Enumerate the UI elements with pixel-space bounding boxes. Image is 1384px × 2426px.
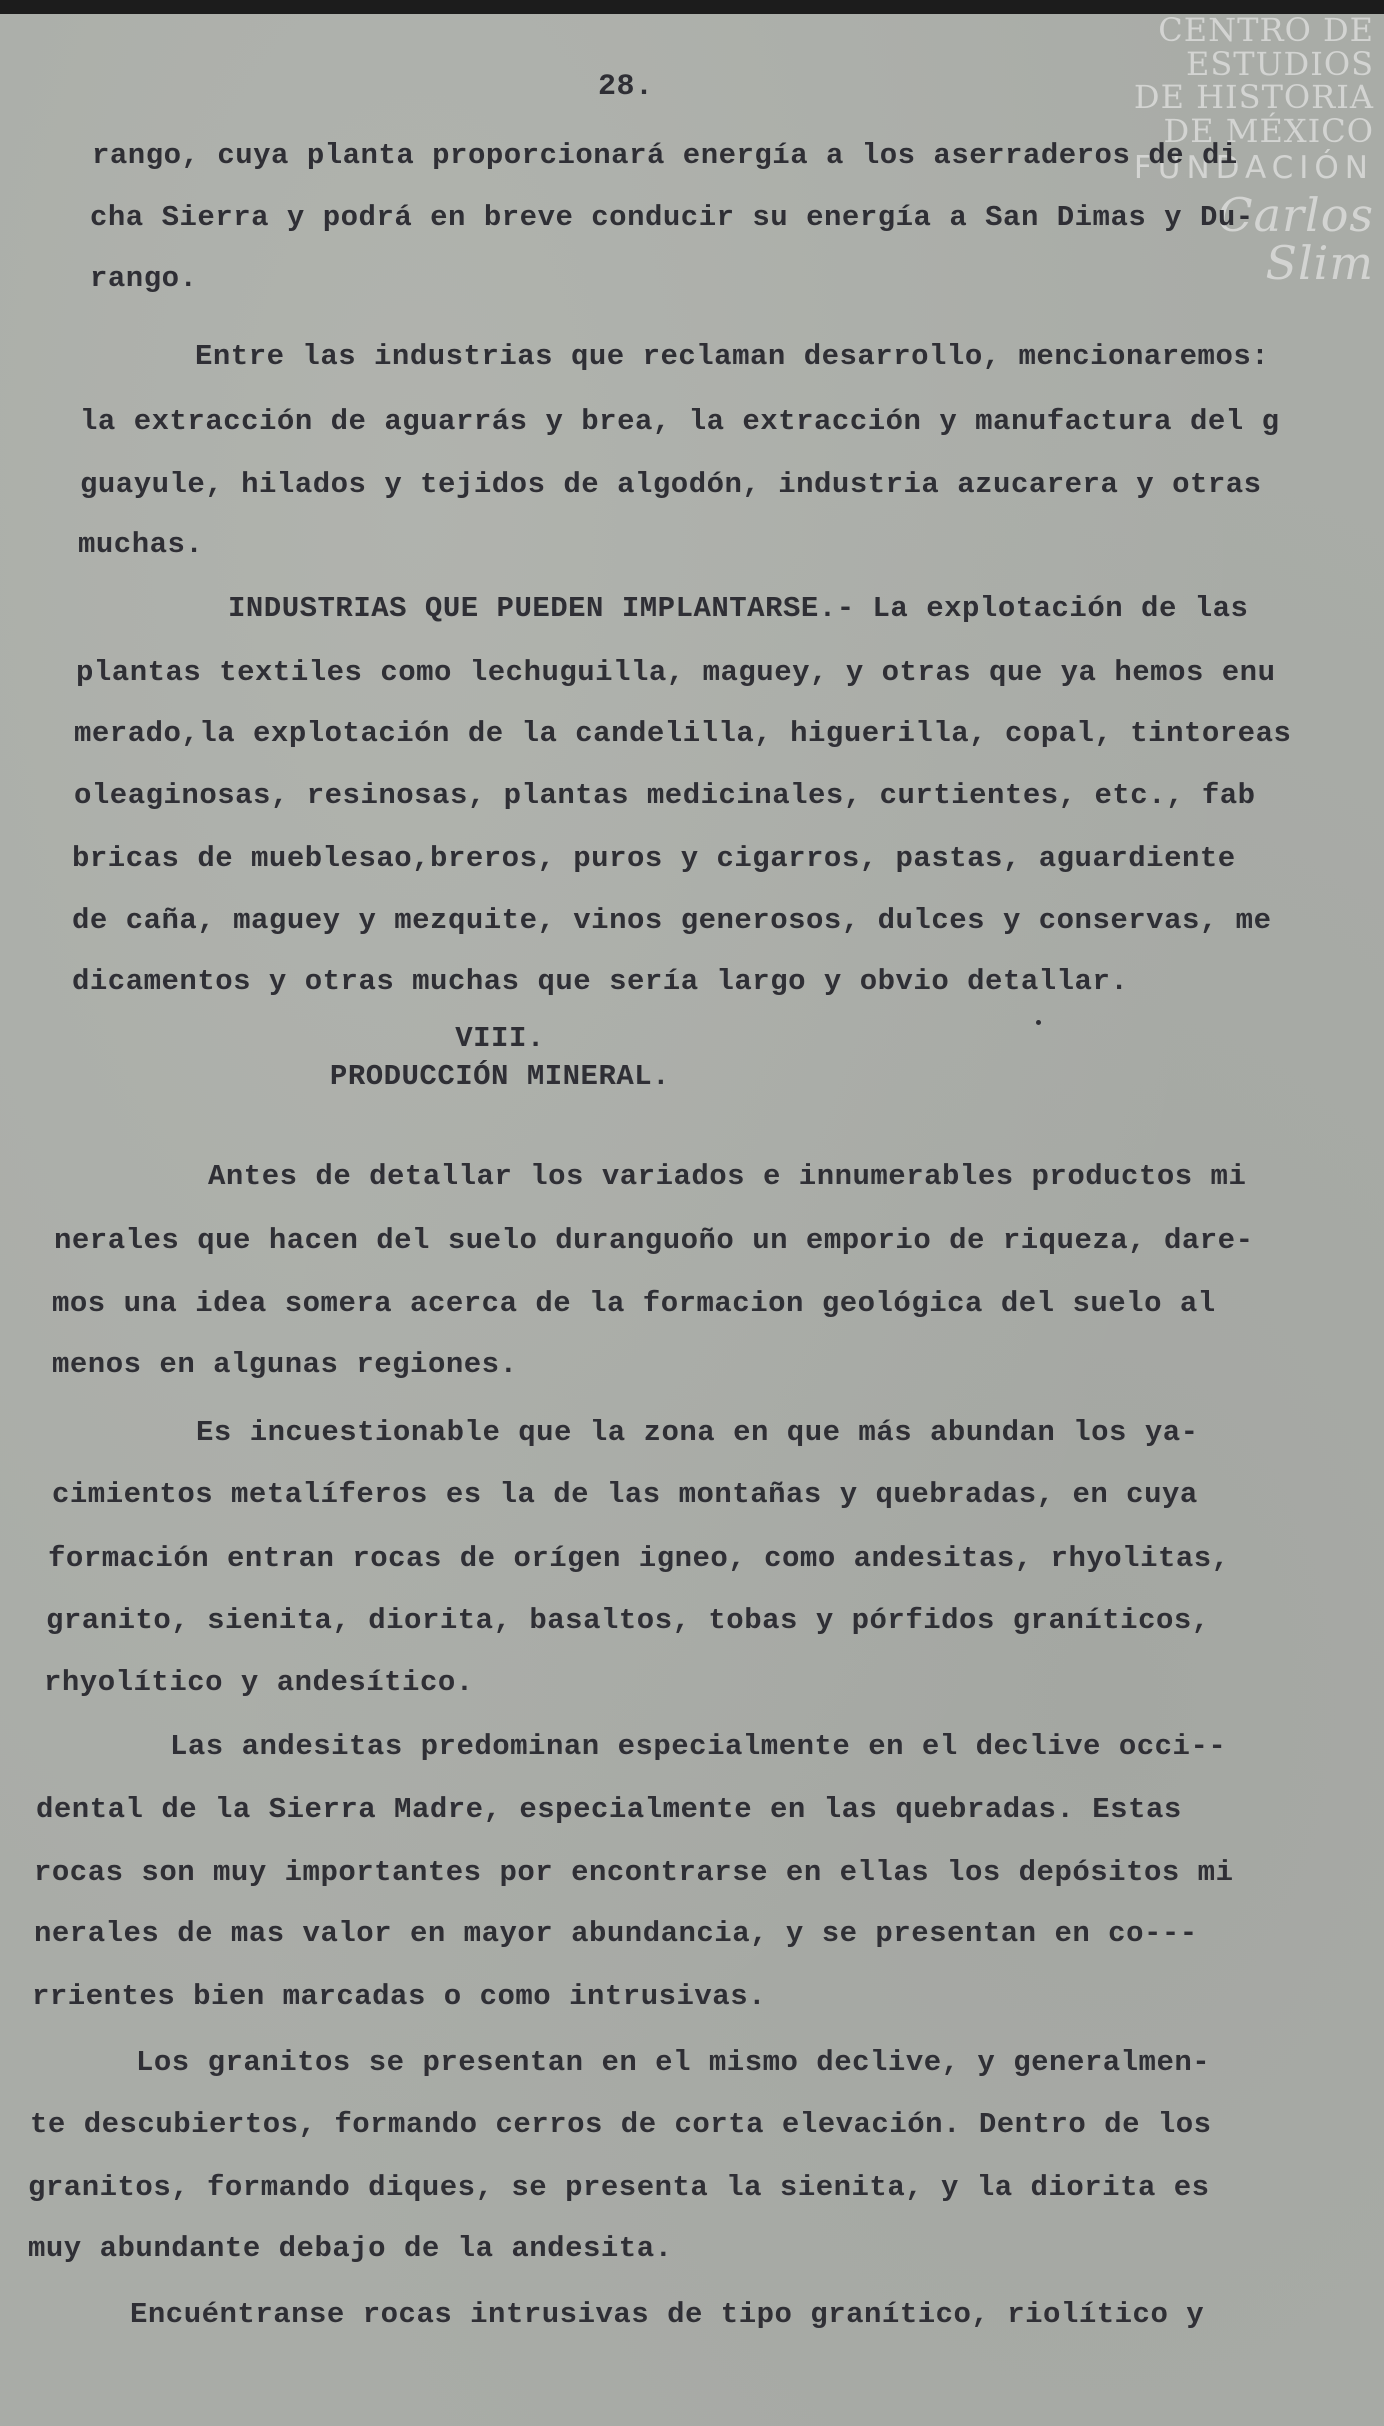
watermark-line-4: DE MÉXICO bbox=[1163, 111, 1374, 150]
text-line: la extracción de aguarrás y brea, la extracción y manufactura del g bbox=[80, 405, 1280, 438]
text-line: bricas de mueblesao,breros, puros y cigarros, pastas, aguardiente bbox=[72, 842, 1236, 875]
text-line: dental de la Sierra Madre, especialmente en las quebradas. Estas bbox=[36, 1793, 1182, 1826]
text-line: de caña, maguey y mezquite, vinos generosos, dulces y conservas, me bbox=[72, 904, 1272, 937]
watermark-line-2: ESTUDIOS bbox=[1185, 44, 1374, 83]
text-line: muy abundante debajo de la andesita. bbox=[28, 2232, 673, 2265]
text-line: rrientes bien marcadas o como intrusivas. bbox=[32, 1980, 767, 2013]
text-line: Los granitos se presentan en el mismo declive, y generalmen- bbox=[136, 2046, 1211, 2079]
text-line: nerales de mas valor en mayor abundancia, y se presentan en co--- bbox=[34, 1917, 1198, 1950]
text-line: Entre las industrias que reclaman desarrollo, mencionaremos: bbox=[195, 340, 1270, 373]
text-line: granito, sienita, diorita, basaltos, tobas y pórfidos graníticos, bbox=[46, 1604, 1210, 1637]
text-line: cimientos metalíferos es la de las montañas y quebradas, en cuya bbox=[52, 1478, 1198, 1511]
document-page bbox=[0, 14, 1384, 2426]
text-line: muchas. bbox=[78, 528, 204, 561]
section-number: VIII. bbox=[455, 1022, 545, 1055]
text-line: menos en algunas regiones. bbox=[52, 1348, 518, 1381]
page-number: 28. bbox=[598, 70, 654, 104]
watermark-line-3: DE HISTORIA bbox=[1133, 78, 1374, 117]
section-title: PRODUCCIÓN MINERAL. bbox=[329, 1060, 671, 1093]
text-line: mos una idea somera acerca de la formacion geológica del suelo al bbox=[52, 1287, 1216, 1320]
text-line: INDUSTRIAS QUE PUEDEN IMPLANTARSE.- La explotación de las bbox=[228, 592, 1249, 625]
text-line: Antes de detallar los variados e innumerables productos mi bbox=[208, 1160, 1247, 1193]
text-line: rhyolítico y andesítico. bbox=[44, 1666, 474, 1699]
text-line: rango. bbox=[90, 262, 198, 295]
text-line: oleaginosas, resinosas, plantas medicinales, curtientes, etc., fab bbox=[74, 779, 1256, 812]
text-line: granitos, formando diques, se presenta la sienita, y la diorita es bbox=[28, 2171, 1210, 2204]
text-line: merado,la explotación de la candelilla, higuerilla, copal, tintoreas bbox=[74, 717, 1292, 750]
text-line: rango, cuya planta proporcionará energía a los aserraderos de di bbox=[92, 139, 1238, 172]
watermark-foundation: FUNDACIÓN bbox=[1133, 150, 1374, 187]
text-line: Es incuestionable que la zona en que más abundan los ya- bbox=[196, 1416, 1199, 1449]
text-line: guayule, hilados y tejidos de algodón, industria azucarera y otras bbox=[80, 468, 1262, 501]
text-line: plantas textiles como lechuguilla, maguey, y otras que ya hemos enu bbox=[76, 656, 1276, 689]
text-line: rocas son muy importantes por encontrarse en ellas los depósitos mi bbox=[34, 1856, 1234, 1889]
text-line: nerales que hacen del suelo duranguoño un emporio de riqueza, dare- bbox=[54, 1224, 1254, 1257]
text-line: te descubiertos, formando cerros de corta elevación. Dentro de los bbox=[30, 2108, 1212, 2141]
text-line: cha Sierra y podrá en breve conducir su energía a San Dimas y Du- bbox=[90, 201, 1254, 234]
ink-dot bbox=[1036, 1020, 1041, 1025]
text-line: Encuéntranse rocas intrusivas de tipo granítico, riolítico y bbox=[130, 2298, 1205, 2331]
watermark-line-1: CENTRO DE bbox=[1158, 14, 1374, 49]
text-line: formación entran rocas de orígen igneo, como andesitas, rhyolitas, bbox=[48, 1542, 1230, 1575]
watermark-signature: Carlos Slim bbox=[1217, 187, 1374, 291]
text-line: dicamentos y otras muchas que sería largo y obvio detallar. bbox=[72, 965, 1129, 998]
text-line: Las andesitas predominan especialmente en el declive occi-- bbox=[170, 1730, 1227, 1763]
